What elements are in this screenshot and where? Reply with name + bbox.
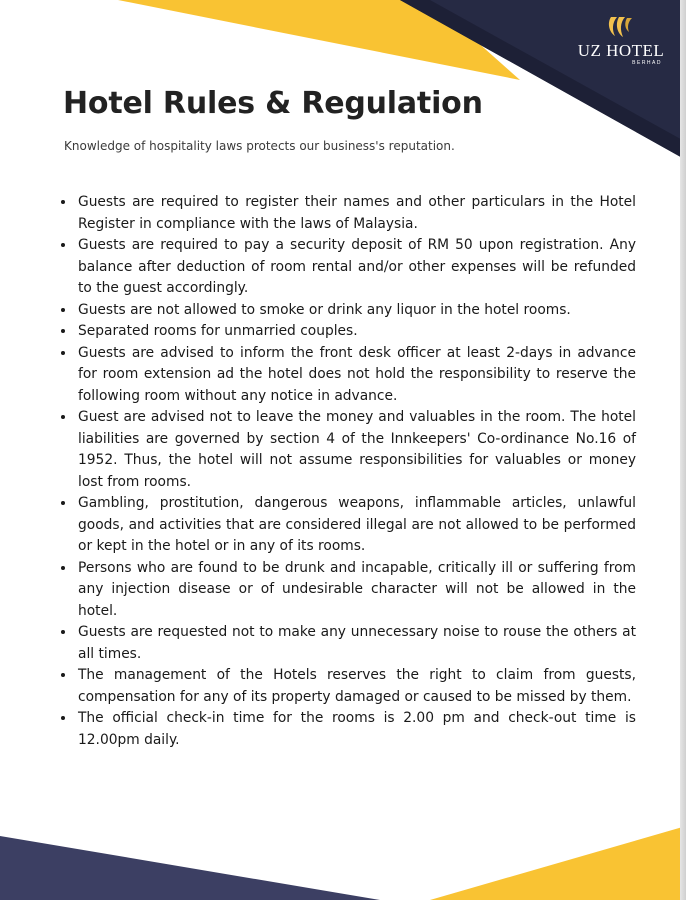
bottom-yellow-corner — [430, 826, 686, 900]
rule-item: • The official check-in time for the rooms is 2.00 pm and check-out time is 12.00pm daily. — [76, 708, 636, 751]
rule-item: • The management of the Hotels reserves the right to claim from guests, compensation for any of its property damaged or caused to be missed by them. — [76, 665, 636, 708]
rule-item: • Guests are requested not to make any unnecessary noise to rouse the others at all times. — [76, 622, 636, 665]
rule-item: • Guest are advised not to leave the money and valuables in the room. The hotel liabilities are governed by section 4 of the Innkeepers' Co-ordinance No.16 of 1952. Thus, the hotel will not assume responsibilities for valuables or money lost from rooms. — [76, 407, 636, 493]
rule-item: • Persons who are found to be drunk and incapable, critically ill or suffering from any injection disease or of undesirable character will not be allowed in the hotel. — [76, 558, 636, 623]
rule-item: • Guests are required to pay a security deposit of RM 50 upon registration. Any balance after deduction of room rental and/or other expenses will be refunded to the guest accordingly. — [76, 235, 636, 300]
logo-name: UZ HOTEL — [577, 41, 665, 60]
rule-item: • Guests are required to register their names and other particulars in the Hotel Register in compliance with the laws of Malaysia. — [76, 192, 636, 235]
rule-item: • Separated rooms for unmarried couples. — [76, 321, 636, 343]
bottom-navy-corner — [0, 836, 380, 900]
uz-monogram-icon — [603, 14, 639, 40]
page-subtitle: Knowledge of hospitality laws protects our business's reputation. — [64, 139, 455, 153]
hotel-logo — [566, 14, 676, 67]
rule-item: • Guests are advised to inform the front desk officer at least 2-days in advance for room extension ad the hotel does not hold the responsibility to reserve the following room without any notice in advance. — [76, 343, 636, 408]
rules-list — [56, 192, 636, 751]
page-title: Hotel Rules & Regulation — [63, 86, 483, 121]
rule-item: • Guests are not allowed to smoke or drink any liquor in the hotel rooms. — [76, 300, 636, 322]
page-edge-shadow — [680, 0, 686, 900]
logo-subtitle: BERHAD — [632, 60, 662, 66]
rule-item: • Gambling, prostitution, dangerous weapons, inflammable articles, unlawful goods, and activities that are considered illegal are not allowed to be performed or kept in the hotel or in any of its rooms. — [76, 493, 636, 558]
